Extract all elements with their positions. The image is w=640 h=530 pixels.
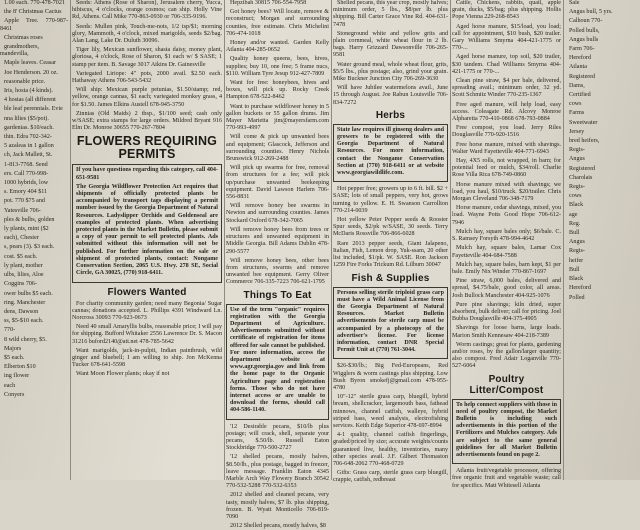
classified-fragment: Registered bbox=[569, 73, 596, 80]
classified-fragment: Christmas roses bbox=[4, 34, 43, 41]
classified-ad: Honey and/or wanted. Garden Kelly Atlanta 404-285-0652 bbox=[226, 40, 329, 54]
classified-fragment: $5 each. bbox=[4, 354, 25, 361]
classified-fragment: Joe Henderson. 20 oz. bbox=[4, 69, 58, 76]
classified-fragment: s, pears (3). $3 each. bbox=[4, 244, 55, 251]
classified-ad: Aged horse manure, top soil, $20 trailer, $30 tandem. Chad Williams Smyrna 404-421-1775 or 770-... bbox=[452, 54, 561, 75]
classified-ad: Will remove honey bees from trees or structures and unwanted equipment in Middle Georgia. Bill Adams Dublin 478-290-5577 bbox=[226, 226, 329, 255]
classified-ad: Free horse manure, mixed with shavings. Walter Ward Fayetteville 404-771-6943 bbox=[452, 141, 561, 155]
classified-fragment: ers. Call 770-998- bbox=[4, 170, 49, 177]
notice-text: State law requires ill ginseng dealers and growers to be registered with the Georgia Department of Natural Resources. For more information, contact the Nongame Conservation Section at (770) 918-6411 or at website www.georgiawildlife.com. bbox=[337, 126, 444, 177]
classified-fragment: heifer bbox=[569, 257, 584, 264]
classified-ad: Horse manure, cedar shavings, mixed, you load. Wayne Potts Good Hope 706-612-7946 bbox=[452, 205, 561, 226]
classified-ad: 4-1 quality, channel catfish fingerlings, graded/priced by size; accurate weights/counts guaranteed live, healthy, inventories, many other species avail. J.F. Gilbert Thomaston 706-648-2062 770-468-0729 bbox=[333, 432, 448, 467]
classified-fragment: Polled bbox=[569, 294, 585, 301]
classified-fragment: 8 wild cherry, $5. bbox=[4, 336, 47, 343]
classified-ad: Tiger lily, Mexican sunflower, shasta daisy, money plant, gloriosa, 4 o'clock, Rose of Sharon, $1 each w/ $ SASE; 1 stamp per item. B. Savage 3017 Atkins Dr. Gainesville bbox=[72, 47, 222, 68]
classified-ad: Worm castings; great for plants, gardening and/or roses, by the gallon/larger quantity; also compost. Fred Adair Loganville 770-527-6064 bbox=[452, 341, 561, 370]
classified-fragment: ly plants, mint ($2 bbox=[4, 226, 49, 233]
classified-ad: Mulch hay, square bales only; $6/bale. C. S. Ramsey Forsyth 478-994-4642 bbox=[452, 228, 561, 243]
classified-fragment: Angus bulls bbox=[569, 36, 599, 43]
classified-fragment: Bull bbox=[569, 230, 580, 237]
classified-ad: '12 shelled pecans, mostly halves, $8.50/lb., plus postage, bagged in freezer, leave message. Franklin Eaton 4345 Marble Arch Way Flowery Branch 30542 770-532-5288 770-532-6353 bbox=[226, 454, 329, 490]
column-4 bbox=[333, 0, 449, 484]
classified-ad: Atlanta fruit/vegetable processor, offering free organic fruit and vegetable waste; call for specifics. Matt Whitesell Atlanta bbox=[452, 468, 561, 489]
section-heading-poultry-litter-compost: Poultry Litter/Compost bbox=[469, 373, 544, 396]
classified-ad: Stoneground white and yellow grits and plain cornmeal, white wheat flour in 2 lb. bags. Harry Grizzard Dawsonville 706-265-9581 bbox=[333, 30, 448, 59]
classified-fragment: the 8' Christmas Cactus bbox=[4, 9, 62, 16]
classified-fragment: Polled bulls, bbox=[569, 27, 600, 34]
section-heading-flowers-requiring-permits: FLOWERS REQUIRING PERMITS bbox=[76, 134, 218, 162]
classified-fragment: s. Emory 404 $11 bbox=[4, 189, 48, 196]
classified-ad: Got honey bees? Will locate, remove & reconstruct; Morgan and surrounding counties, free estimate. Chris Michelini 706-474-1018 bbox=[226, 9, 329, 37]
classified-fragment: Majors bbox=[4, 345, 22, 352]
classified-ad: Hot pepper free; growers up to 6 ft. bill. $2 + SASE; lots of small peppers, very hot, grows turning to yellow. E. H. Swanson Carrollton 770-214-0039 bbox=[333, 186, 448, 214]
classified-fragment: Calhoun 770- bbox=[569, 18, 603, 25]
classified-ad: 10"-12" sterile grass carp, bluegill, hybrid bream, shellcracker, largemouth bass, fathead minnows, channel catfish, walleye, hybrid striped bass, weed analysis, electrofishing services. Keith Edge Superior 478-697-8994 bbox=[333, 394, 448, 429]
column-rule bbox=[450, 0, 451, 480]
classified-fragment: cows bbox=[569, 193, 582, 200]
classified-ad: Hay, 4X5 rolls, not wrapped, in barn; for potential feed or mulch, $34/roll. Charlie Rose Villa Rica 678-749-0860 bbox=[452, 158, 561, 179]
classified-fragment: Angus bbox=[569, 156, 585, 163]
classified-fragment: grandmothers, mandevilla, bbox=[0, 44, 40, 58]
classified-ad: 2012 Shelled pecans, mostly halves, $8 bbox=[230, 523, 326, 530]
classified-fragment: 770- bbox=[4, 327, 16, 334]
classified-fragment: dens, Dawson bbox=[4, 308, 39, 315]
classified-fragment: thin. Edra 702-342- bbox=[4, 134, 52, 141]
classified-fragment: each), Chester bbox=[4, 235, 39, 242]
column-1 bbox=[0, 0, 68, 480]
notice-text: The Georgia Wildflower Protection Act requires that shipments of officially protected plants be accompanied by transport tags displaying a permit number issued by the Georgia Department of Natural Resources. Ladyslipper Orchids and Goldenseal are examples of protected plants. When advertising protected plants in the Market Bulletin, please submit a copy of your permit to sell protected plants. Ads submitted without this information will not be published. For further information on the sale or shipment of protected plants, contact: Nongame Conservation Section, 2065 U.S. Hwy. 278 SE, Social Circle, GA 30025, (770) 918-6411. bbox=[76, 183, 218, 277]
classified-ad: Free compost, you load. Jerry Riles Douglasville 770-920-1516 bbox=[452, 125, 561, 139]
classified-ad: Will come & pick up unwanted bees and equipment; Glascock, Jefferson and surrounding counties. Henry Nichols Brunswick 912-269-2488 bbox=[226, 134, 329, 163]
column-rule bbox=[563, 0, 564, 480]
classified-ad: Pure pine shavings; kiln dried, super absorbent, bulk deliver; call for pricing. Joel Bubba Douglasville 404-375-4905 bbox=[452, 301, 561, 323]
classified-ad: '12 Desirable pecans, $10/lb plus postage; will crack, shell, separate your pecans, $.50/lb. Russell Eaton Stockbridge 770-500-2727 bbox=[226, 423, 329, 452]
classified-fragment: Sale bbox=[569, 0, 580, 6]
classified-fragment: Iris, hosta (4 kinds). bbox=[4, 88, 53, 95]
classified-ad: $26-$30/lb.; Big Fed-Europeans, Red Wigglers & worm castings plus shipping. Low Bush Byron smokefj@gmail.com 478-955-4780 bbox=[333, 363, 448, 391]
classified-ad: Gifts: Grass carp, sterile grass carp bluegill, crappie, catfish, redbreast bbox=[333, 470, 448, 484]
classified-fragment: Angus bbox=[569, 239, 585, 246]
classified-fragment: Regis- bbox=[569, 248, 585, 255]
classified-ad: Free aged manure, will help load, easy access. Coleagate Rd. Alcovy Monroe Alpharetta 770-410-0868 678-793-0884 bbox=[452, 101, 561, 123]
classified-ad: Want marigolds, jack-in-pulpit, Indian paintbrush, wild ginger and bluebell; I am willing to ship. Jon McKenna Tucker 678-641-5598 bbox=[72, 347, 222, 369]
classified-fragment: ble leaf perennials. Evie bbox=[4, 106, 63, 113]
column-2 bbox=[72, 0, 222, 480]
classified-fragment: ly plant, mother bbox=[4, 262, 43, 269]
classified-ad: Water ground meal, whole wheat flour, grits, $5/5 lbs., plus postage; also, grind your grain. Mike Buckner Junction City 706-269-3630 bbox=[333, 61, 448, 83]
section-heading-fish-supplies: Fish & Supplies bbox=[351, 272, 430, 284]
classified-fragment: 1000 hybrids, low bbox=[4, 180, 49, 187]
classified-ad: 2012 shelled and cleaned pecans, very tasty, mostly halves, $7 lb. plus shipping, frozen. B. Wyatt Monticello 706-819-7090 bbox=[226, 492, 329, 520]
classified-ad: Horse manure mixed with shavings; we load, you haul, $10/truck. $20/trailer. Chris Morgan Cleveland 706-348-7179 bbox=[452, 181, 561, 203]
ginseng-notice-box bbox=[333, 124, 448, 182]
classified-ad: Shavings for loose barns, large loads. Marion Smith Kennesaw 404-218-7389 bbox=[452, 325, 561, 339]
classified-fragment: reasonable price. bbox=[4, 78, 46, 85]
permits-notice-box bbox=[72, 164, 222, 282]
classified-fragment: gardenias. $10/each. bbox=[4, 124, 54, 131]
classified-fragment: Dams, bbox=[569, 82, 585, 89]
section-heading-herbs: Herbs bbox=[375, 109, 406, 121]
classified-fragment: each bbox=[4, 382, 16, 389]
poultry-compost-notice-box bbox=[452, 399, 561, 465]
classified-fragment: Black bbox=[569, 276, 584, 283]
classified-ad: Want for free: honeybees, hives and boxes, will pick up. Rocky Creek Hampton 678-522-8462 bbox=[226, 80, 329, 101]
classified-fragment: ch, Jack Mallett, St. bbox=[4, 152, 53, 159]
classified-fragment: Coggins 706- bbox=[4, 281, 38, 288]
classified-fragment: 1.00 each. 770-478-7021 bbox=[4, 0, 65, 6]
column-3 bbox=[226, 0, 329, 530]
classified-fragment: nna lilies ($5/pot). bbox=[4, 115, 49, 122]
classified-ad: Seeds: Athens (Rose of Sharon), Jerusalem cherry, Yucca, hibiscus, 4 o'clocks, orange cosmos; can ship. Holly Vine Rd, Athens. Call Mike 770-863-0930 or 706-335-9196. bbox=[72, 0, 222, 21]
classified-ad: Seeds: Mullen pink, Touch-me-nots, 1/2 tsp/$1; morning glory, Mammoth, 4 o'clock, mixed marigolds, seeds $2/bag. Alan Lang, Lake Dr. Duluth 30096. bbox=[72, 23, 222, 45]
classified-ad: Aged horse manure, $15/load, you load; call for appointment, $10 bush, $20 trailer. Gary Williams Smyrna 404-421-1775 or 770-... bbox=[452, 23, 561, 52]
classified-fragment: Jersey bbox=[569, 128, 585, 135]
classified-fragment: Farm 706- bbox=[569, 46, 595, 53]
notice-text: Use of the term "organic" requires registration with the Georgia Department of Agriculture. Advertisements submitted without certificate of registration for items offered for sale cannot be published. For more information, access the department website at www.agr.georgia.gov and link from the home page to the Organic Agriculture page and registration forms. Those who do not have internet access or are unable to download the forms, should call 404-586-1140. bbox=[230, 306, 325, 414]
classified-fragment: ples & bulbs, golden bbox=[4, 216, 55, 223]
section-heading-things-to-eat: Things To Eat bbox=[243, 289, 312, 301]
classified-fragment: Registered bbox=[569, 165, 596, 172]
notice-text: To help connect suppliers with those in need of poultry compost, the Market Bulletin is including such advertisements in this portion of the Fertilizers and Mulches category. Ads are subject to the same general guidelines for all Market Bulletin advertisements found on page 2. bbox=[456, 401, 557, 458]
classified-fragment: ring. Manchester bbox=[4, 299, 46, 306]
classified-fragment: ower bulbs $5 each. bbox=[4, 290, 53, 297]
classified-ad: Will remove honey bees, other bees from structures, swarms and remove unwanted bee equipment. Gerry Oliver Commerce 706-335-7223 706-621-1795 bbox=[226, 257, 329, 286]
classified-ad: Clean pine straw, $4 per bale, delivered, spreading avail.; minimum order, 32 yd. Scott Schmitz Winder 770-235-1367 bbox=[452, 78, 561, 99]
grass-carp-notice-box bbox=[333, 287, 448, 360]
classified-fragment: Maple leaves. Ceasar bbox=[4, 60, 56, 67]
classified-fragment: 5 azaleas in 1 gallon bbox=[4, 143, 54, 150]
classified-ad: Will remove honey bee swarms in Newton and surrounding counties. James Stockard Oxford 678-342-7065 bbox=[226, 203, 329, 224]
section-heading-flowers-wanted: Flowers Wanted bbox=[107, 286, 187, 298]
classified-ad: Quality honey queens, bees, hives, supplies; buy 10, one free; 5 frame nucs, $110. William Tyre Jesup 912-427-7809 bbox=[226, 56, 329, 77]
notice-text: Persons selling sterile triploid grass carp must have a Wild Animal License from the Georgia Department of Natural Resources. Market Bulletin advertisements for sterile carp must be accompanied by a photocopy of the advertiser's license. For license information, contact DNR Special Permit Unit at (770) 761-3044. bbox=[337, 289, 444, 354]
classified-fragment: Apple Tree. 770-987-8461 bbox=[0, 18, 68, 32]
classified-ad: Want Moon Flower plants; okay if not bbox=[76, 371, 170, 378]
classified-fragment: 4 hostas (all different bbox=[4, 97, 56, 104]
classified-fragment: Conyers bbox=[4, 391, 25, 398]
column-rule bbox=[70, 0, 71, 480]
column-6 bbox=[565, 0, 640, 480]
column-rule bbox=[331, 0, 332, 480]
classified-ad: Will ship: Mexican purple petunias, $1.50/stamp; red, yellow, orange cannas, $1 each; variegated monkey grass, 4 for $1.50. James Elkins Austell 678-945-3750 bbox=[72, 87, 222, 108]
classified-fragment: cost. $5 each. bbox=[4, 253, 38, 260]
column-5 bbox=[452, 0, 561, 489]
classified-fragment: Elberton $10 bbox=[4, 364, 36, 371]
notice-text: If you have questions regarding this category, call 404-651-9581 bbox=[76, 167, 218, 181]
classified-fragment: Angus bull, 5 yrs. bbox=[569, 9, 613, 16]
classified-fragment: Charolais bbox=[569, 174, 593, 181]
classified-ad: For charity community garden; need many Begonia/ Sugar cannas; donations accepted. L. Phillips 4391 Windward Ln. Norcross 30093 770-923-0673 bbox=[72, 300, 222, 321]
classified-fragment: Atlanta bbox=[569, 64, 587, 71]
classified-fragment: Bull bbox=[569, 266, 580, 273]
classified-ad: Pine straw, 6,000 bales, delivered and spread, $4.75/bale, good color, all areas. Josh Bullock Manchester 404-925-1076 bbox=[452, 278, 561, 299]
classified-ad: Mulch hay, square bales, barn kept, $1 per bale. Emily Nix Winder 770-867-1697 bbox=[452, 261, 561, 275]
classified-fragment: Farms bbox=[569, 110, 585, 117]
classified-ad: Cattle, Chickens, rabbits, quail, apple grain, ducks, $5/bag; plus shipping. Hollis Pope Vienna 229-268-8543 bbox=[452, 0, 561, 21]
classified-fragment: pot. 770 $75 and bbox=[4, 198, 45, 205]
classified-fragment: ing flower bbox=[4, 373, 30, 380]
classified-fragment: Sweetwater bbox=[569, 119, 598, 126]
classified-ad: Mulch hay, square bales, Lamar Cox Fayetteville 404-684-7588 bbox=[452, 245, 561, 259]
classified-fragment: Yatesville 706- bbox=[4, 207, 41, 214]
column-rule bbox=[224, 0, 225, 480]
classified-fragment: bred heifers, bbox=[569, 138, 600, 145]
classified-fragment: Regis- bbox=[569, 147, 585, 154]
classified-ad: Hot yellow Peter Pepper seeds & Rooster Spur seeds, $2/pk w/SASE, 30 seeds. Terry McDaris Rossville 706-866-6028 bbox=[333, 217, 448, 238]
classified-fragment: Hereford bbox=[569, 55, 591, 62]
classified-fragment: ss, $5-$10 each. bbox=[4, 318, 44, 325]
classified-fragment: age bbox=[569, 211, 578, 218]
classified-fragment: Black bbox=[569, 202, 584, 209]
classified-ad: Will pick up swarms for free, removal from structures for a fee; will pick up/purchase unwanted beekeeping equipment. David Lawson Harlem 706-556-8831 bbox=[226, 165, 329, 201]
classified-fragment: 1-813-7768. Send bbox=[4, 161, 48, 168]
classified-ad: Shelled pecans, this year crop, mostly halves; minimum order, 5 lbs., $8/per lb. plus shipping. Bill Carter Grace Vine Rd. 404-631-7478 bbox=[333, 0, 449, 28]
classified-ad: Hepzibah 30815 706-554-7958 bbox=[230, 0, 307, 6]
classified-ad: Rare 2013 pepper seeds, Giant Jalapeno, Italian, Fish, Lemon drop, Yuk-ssam, 20 other list included, $1/pk. W. SASE. Ron Jackson 1259 Fire Forks Trickum Rd. Lilburn 30047 bbox=[333, 240, 448, 269]
classified-fragment: cows bbox=[569, 101, 582, 108]
classified-fragment: Regis- bbox=[569, 184, 585, 191]
classified-fragment: Reg. bbox=[569, 220, 581, 227]
classified-fragment: Hereford bbox=[569, 285, 591, 292]
classified-fragment: ulbs, lilies, Aloe bbox=[4, 272, 44, 279]
classified-ad: Need 40 small Amaryllis bulbs, reasonable price; I will pay for shipping. Bufford Whitaker 2556 Lawrence Dr. S. Macon 31216 buford2140@att.net 478-785-5642 bbox=[72, 324, 222, 345]
classified-ad: Zinnias (Old Maids) 2 tbsp., $1/100 seed; cash only w/SASE; extra stamps for large orders. Mildred Bryant 916 Elm Dr. Monroe 30655 770-267-7804 bbox=[72, 110, 222, 132]
classified-ad: Variegated Liriope: 4" pots, 2000 avail. $2.50 each. Hathaway Athens 706-543-5432 bbox=[72, 70, 222, 85]
classified-fragment: Certified bbox=[569, 92, 591, 99]
classified-ad: Will have Jubilee watermelons avail., June 15 through August. Joe Rabun Louisville 706-834-7272 bbox=[333, 85, 448, 106]
classified-ad: Want to purchase wildflower honey in 5 gallon buckets or 55 gallon drums. Jim Mayer Marietta jim@mayersfarm.com 770-993-4997 bbox=[226, 103, 329, 132]
organic-notice-box bbox=[226, 304, 329, 420]
